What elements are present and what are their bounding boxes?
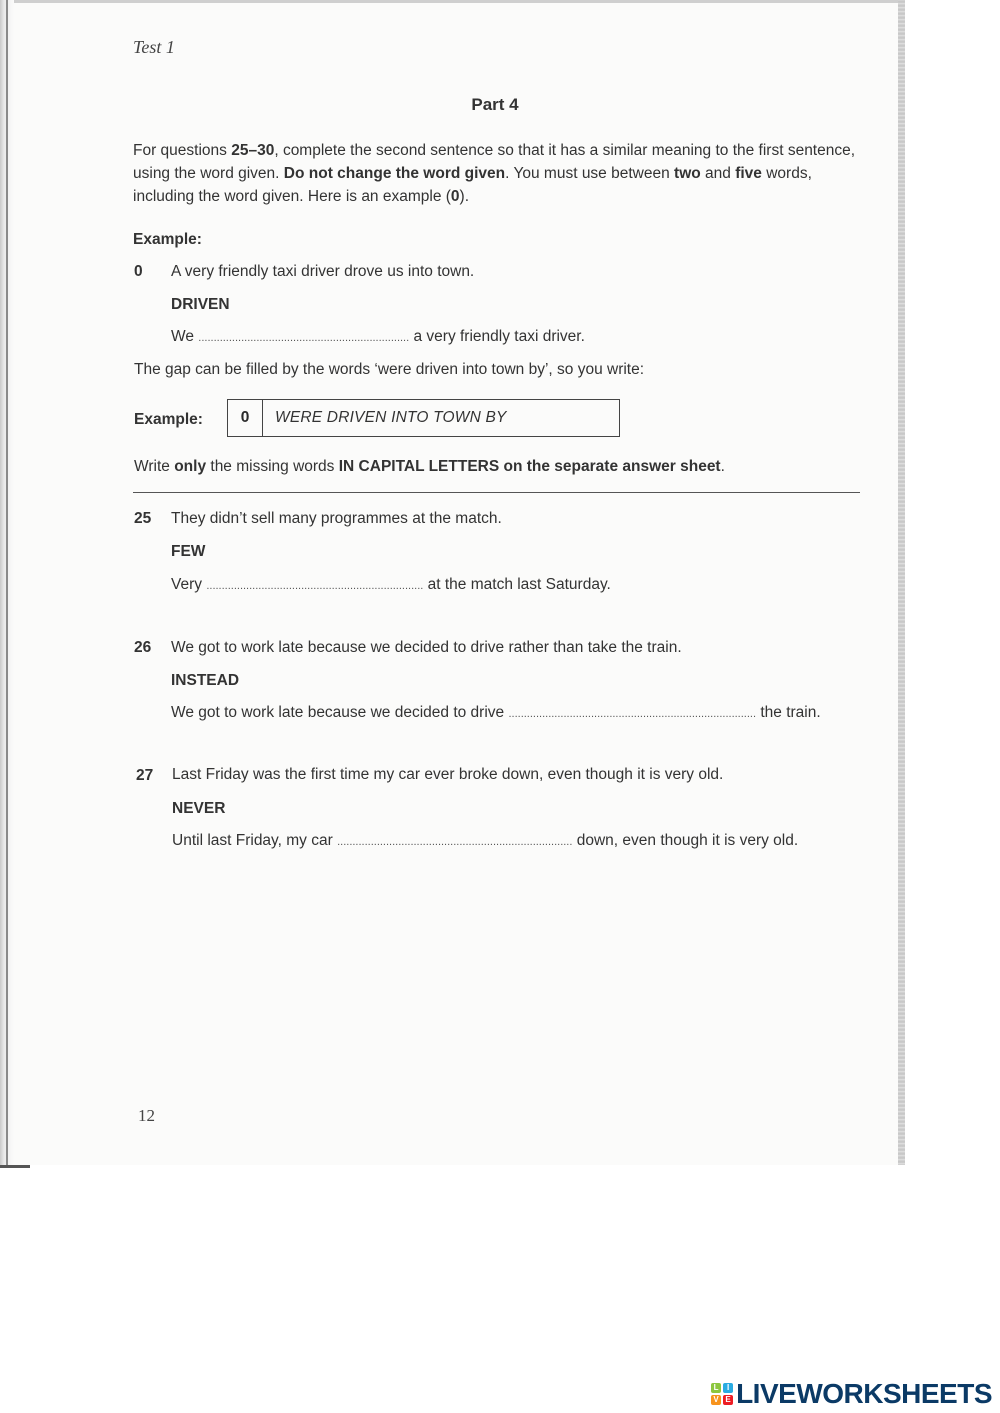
question-number: 27 xyxy=(136,767,154,784)
logo-block: I xyxy=(723,1383,733,1393)
logo-text: LIVEWORKSHEETS xyxy=(736,1378,992,1409)
page-number: 12 xyxy=(138,1106,155,1125)
question-gap-line xyxy=(171,576,611,594)
example-explanation: The gap can be filled by the words ‘were driven into town by’, so you write: xyxy=(134,361,645,378)
instructions xyxy=(133,139,863,208)
instructions-text: and xyxy=(700,165,736,182)
instructions-text: For questions xyxy=(133,142,232,159)
example-answer-box xyxy=(227,399,620,437)
example-number: 0 xyxy=(134,263,143,280)
question-gap-line xyxy=(171,704,821,722)
write-note-only: only xyxy=(174,458,207,475)
question-sentence: We got to work late because we decided to drive rather than take the train. xyxy=(171,639,682,656)
write-note-text: . xyxy=(720,458,725,475)
liveworksheets-logo[interactable] xyxy=(711,1379,992,1409)
logo-block: E xyxy=(723,1395,733,1405)
question-keyword: INSTEAD xyxy=(171,672,240,689)
gap-end: a very friendly taxi driver. xyxy=(413,328,585,345)
instructions-text: words, including the word given. Here is an example ( xyxy=(133,165,812,205)
gap-dots: ..................................................................... xyxy=(198,332,410,344)
question-sentence: They didn’t sell many programmes at the match. xyxy=(171,510,502,527)
example-item xyxy=(134,263,143,281)
question-number: 25 xyxy=(134,510,152,527)
part-title: Part 4 xyxy=(471,95,519,114)
test-header: Test 1 xyxy=(133,37,175,57)
gap-dots[interactable]: ................................................................................. xyxy=(508,708,757,720)
instructions-text: . You must use between xyxy=(505,165,675,182)
question-number: 26 xyxy=(134,639,152,656)
question-range: 25–30 xyxy=(231,142,275,159)
gap-start: Very xyxy=(171,576,203,593)
question-sentence: Last Friday was the first time my car ever broke down, even though it is very old. xyxy=(172,766,724,783)
example-box-number: 0 xyxy=(228,400,263,436)
scan-left-line xyxy=(6,0,8,1165)
logo-block: V xyxy=(711,1395,721,1405)
write-note-text: the missing words xyxy=(206,458,339,475)
gap-dots[interactable]: ............................................................................. xyxy=(337,836,573,848)
example-keyword: DRIVEN xyxy=(171,296,230,313)
scan-right-edge xyxy=(898,0,905,1165)
example-gap-line xyxy=(171,328,585,346)
example-box-label: Example: xyxy=(134,411,203,428)
example-box-answer: WERE DRIVEN INTO TOWN BY xyxy=(275,409,507,426)
do-not-change-note: Do not change the word given xyxy=(283,165,506,182)
logo-block: L xyxy=(711,1383,721,1393)
gap-start: Until last Friday, my car xyxy=(172,832,333,849)
example-ref: 0 xyxy=(450,188,460,205)
instructions-text: ). xyxy=(459,188,470,205)
question-gap-line xyxy=(172,832,798,850)
min-words: two xyxy=(674,165,701,182)
gap-start: We got to work late because we decided to drive xyxy=(171,704,505,721)
write-note xyxy=(134,458,725,476)
write-note-caps: IN CAPITAL LETTERS on the separate answer sheet xyxy=(338,458,721,475)
max-words: five xyxy=(735,165,762,182)
instructions-text: , complete the second sentence so that it has a similar meaning to the first sentence, using the word given. xyxy=(133,142,856,182)
gap-end: down, even though it is very old. xyxy=(576,832,799,849)
logo-blocks-icon xyxy=(711,1383,733,1405)
gap-dots[interactable]: ....................................................................... xyxy=(206,580,424,592)
example-heading: Example: xyxy=(133,231,202,248)
divider xyxy=(133,492,860,493)
scan-top-edge xyxy=(0,0,905,3)
gap-end: the train. xyxy=(760,704,821,721)
gap-end: at the match last Saturday. xyxy=(427,576,611,593)
question-keyword: FEW xyxy=(171,543,206,560)
gap-start: We xyxy=(171,328,194,345)
scan-corner xyxy=(0,1150,30,1168)
question-keyword: NEVER xyxy=(172,800,226,817)
write-note-text: Write xyxy=(134,458,175,475)
example-sentence: A very friendly taxi driver drove us into town. xyxy=(171,263,475,280)
